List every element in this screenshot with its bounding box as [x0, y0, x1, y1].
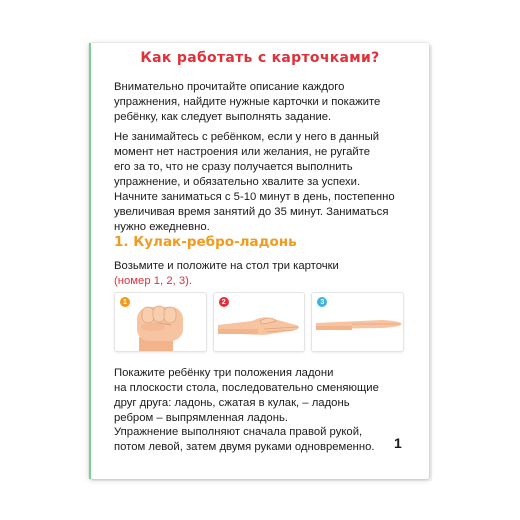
page-number: 1 [394, 435, 402, 451]
show-line: друг друга: ладонь, сжатая в кулак, – ладонь [114, 397, 350, 409]
exercise-line: Упражнение выполняют сначала правой рукой, [114, 426, 363, 438]
page-title: Как работать с карточками? [140, 50, 380, 66]
show-paragraph [114, 366, 406, 426]
advice-paragraph [114, 130, 406, 235]
task-paragraph [114, 259, 406, 289]
card-number-badge: 1 [120, 297, 130, 307]
exercise-paragraph [114, 425, 406, 455]
advice-line: его за то, что не сразу получается выполнить [114, 161, 353, 173]
advice-line: увеличивая время занятий до 35 минут. Заниматься [114, 206, 389, 218]
advice-line: момент нет настроения или желания, не ругайте [114, 146, 370, 158]
advice-line: упражнение, и обязательно хвалите за успехи. [114, 176, 361, 188]
show-line: Покажите ребёнку три положения ладони [114, 367, 334, 379]
card-3 [311, 292, 404, 352]
show-line: на плоскости стола, последовательно сменяющие [114, 382, 379, 394]
card-number-badge: 3 [317, 297, 327, 307]
advice-line: нужно ежедневно. [114, 221, 210, 233]
intro-paragraph [114, 80, 406, 125]
task-card-numbers: (номер 1, 2, 3). [114, 275, 193, 287]
intro-line: упражнения, найдите нужные карточки и покажите [114, 96, 381, 108]
card-2 [213, 292, 306, 352]
intro-line: Внимательно прочитайте описание каждого [114, 81, 345, 93]
card-number-badge: 2 [219, 297, 229, 307]
advice-line: Начните заниматься с 5-10 минут в день, постепенно [114, 191, 395, 203]
card-1 [114, 292, 207, 352]
section-title: 1. Кулак-ребро-ладонь [114, 234, 297, 250]
advice-line: Не занимайтесь с ребёнком, если у него в данный [114, 131, 380, 143]
task-line: Возьмите и положите на стол три карточки [114, 260, 339, 272]
exercise-line: потом левой, затем двумя руками одновременно. [114, 441, 375, 453]
intro-line: ребёнку, как следует выполнять задание. [114, 111, 332, 123]
show-line: ребром – выпрямленная ладонь. [114, 412, 288, 424]
booklet-spine [89, 43, 91, 479]
cards-row [114, 292, 404, 352]
